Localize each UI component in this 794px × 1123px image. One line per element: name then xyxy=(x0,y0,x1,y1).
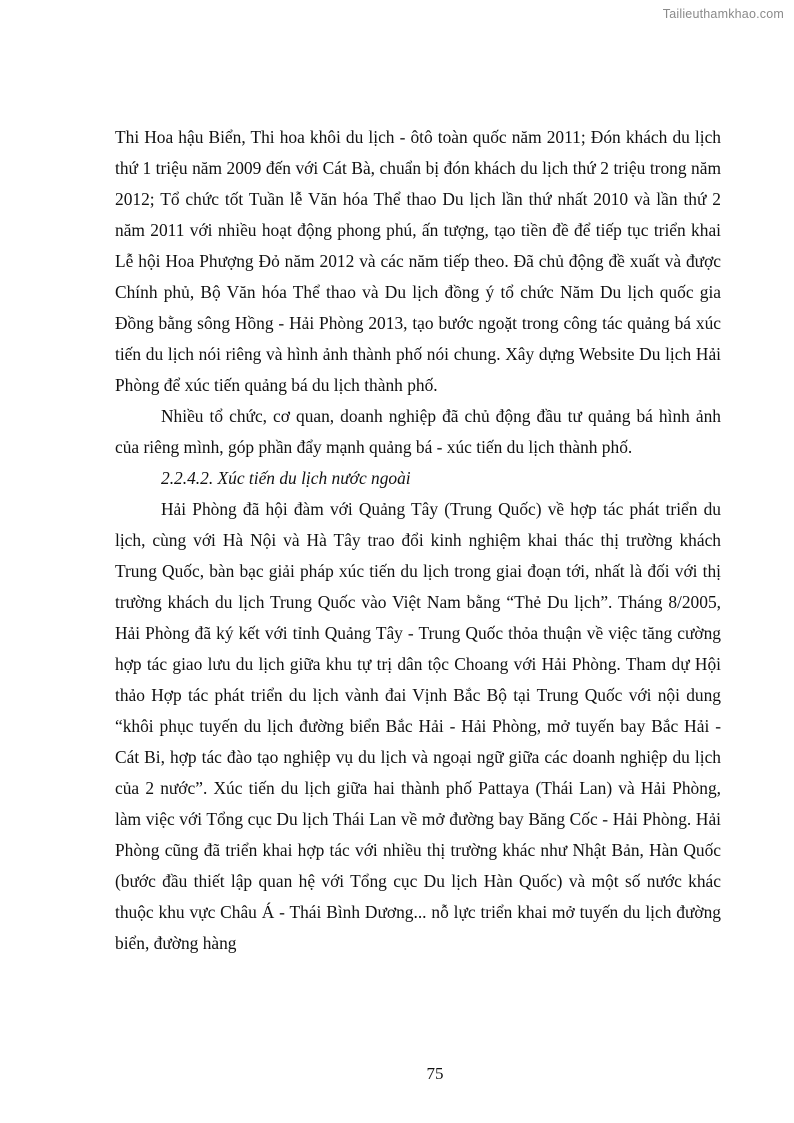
section-heading: 2.2.4.2. Xúc tiến du lịch nước ngoài xyxy=(161,468,411,488)
paragraph-promotion-events: Thi Hoa hậu Biển, Thi hoa khôi du lịch - ôtô toàn quốc năm 2011; Đón khách du lịch thứ 1 triệu năm 2009 đến với Cát Bà, chuẩn bị đón khách du lịch thứ 2 triệu trong năm 2012; Tổ chức tốt Tuần lễ Văn hóa Thể thao Du lịch lần thứ nhất 2010 và lần thứ 2 năm 2011 với nhiều hoạt động phong phú, ấn tượng, tạo tiền đề để tiếp tục triển khai Lễ hội Hoa Phượng Đỏ năm 2012 và các năm tiếp theo. Đã chủ động đề xuất và được Chính phủ, Bộ Văn hóa Thể thao và Du lịch đồng ý tổ chức Năm Du lịch quốc gia Đồng bằng sông Hồng - Hải Phòng 2013, tạo bước ngoặt trong công tác quảng bá xúc tiến du lịch nói riêng và hình ảnh thành phố nói chung. Xây dựng Website Du lịch Hải Phòng để xúc tiến quảng bá du lịch thành phố. xyxy=(115,127,721,395)
paragraph-foreign-promotion: Hải Phòng đã hội đàm với Quảng Tây (Trung Quốc) về hợp tác phát triển du lịch, cùng với Hà Nội và Hà Tây trao đổi kinh nghiệm khai thác thị trường khách Trung Quốc, bàn bạc giải pháp xúc tiến du lịch trong giai đoạn tới, nhất là đối với thị trường khách du lịch Trung Quốc vào Việt Nam bằng “Thẻ Du lịch”. Tháng 8/2005, Hải Phòng đã ký kết với tỉnh Quảng Tây - Trung Quốc thỏa thuận về việc tăng cường hợp tác giao lưu du lịch giữa khu tự trị dân tộc Choang với Hải Phòng. Tham dự Hội thảo Hợp tác phát triển du lịch vành đai Vịnh Bắc Bộ tại Trung Quốc với nội dung “khôi phục tuyến du lịch đường biển Bắc Hải - Hải Phòng, mở tuyến bay Bắc Hải - Cát Bi, hợp tác đào tạo nghiệp vụ du lịch và ngoại ngữ giữa các doanh nghiệp du lịch của 2 nước”. Xúc tiến du lịch giữa hai thành phố Pattaya (Thái Lan) và Hải Phòng, làm việc với Tổng cục Du lịch Thái Lan về mở đường bay Băng Cốc - Hải Phòng. Hải Phòng cũng đã triển khai hợp tác với nhiều thị trường khác như Nhật Bản, Hàn Quốc (bước đầu thiết lập quan hệ với Tổng cục Du lịch Hàn Quốc) và một số nước khác thuộc khu vực Châu Á - Thái Bình Dương... nỗ lực triển khai mở tuyến du lịch đường biển, đường hàng xyxy=(115,499,721,953)
watermark: Tailieuthamkhao.com xyxy=(662,7,784,21)
document-body xyxy=(115,122,721,959)
paragraph-organizations: Nhiều tổ chức, cơ quan, doanh nghiệp đã chủ động đầu tư quảng bá hình ảnh của riêng mình, góp phần đẩy mạnh quảng bá - xúc tiến du lịch thành phố. xyxy=(115,406,721,457)
page-number: 75 xyxy=(426,1064,444,1083)
